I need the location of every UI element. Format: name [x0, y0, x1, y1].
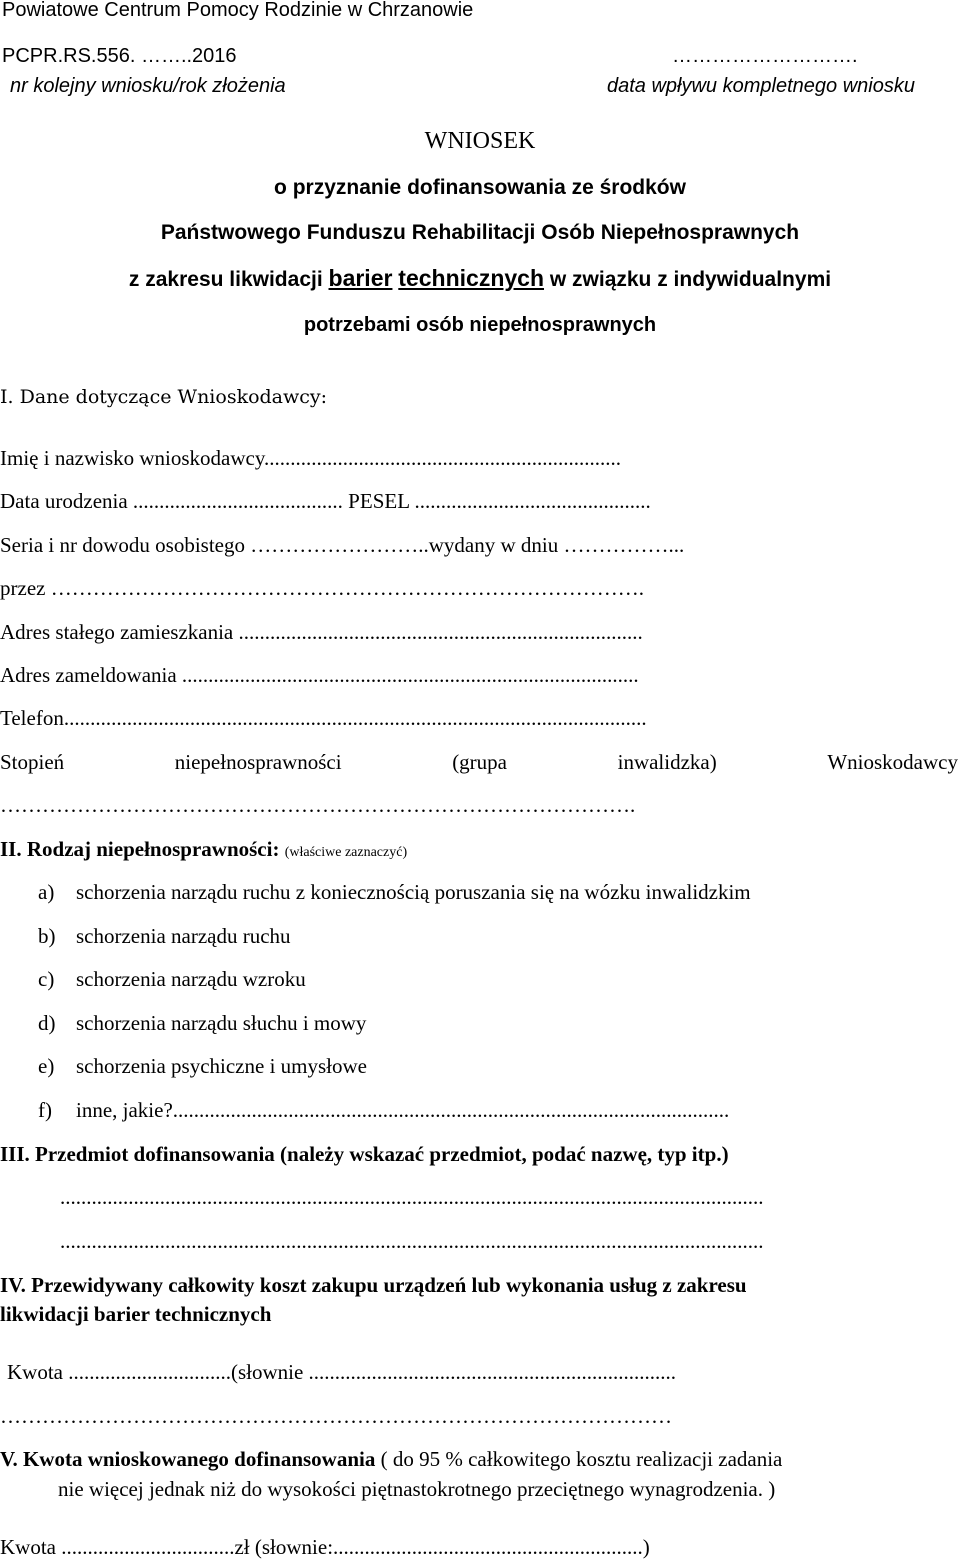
option-text: schorzenia narządu ruchu z koniecznością poruszania się na wózku inwalidzkim: [76, 880, 751, 904]
option-a[interactable]: [38, 880, 751, 905]
disability-word-1: Stopień: [0, 750, 65, 774]
option-f[interactable]: [38, 1098, 729, 1123]
section-1-heading: I. Dane dotyczące Wnioskodawcy:: [0, 386, 328, 408]
requested-amount-field: Kwota .................................zł (słownie:...........................................................): [0, 1535, 650, 1559]
institution-name: Powiatowe Centrum Pomocy Rodzinie w Chrzanowie: [2, 0, 474, 21]
receipt-date-caption: data wpływu kompletnego wniosku: [607, 75, 915, 97]
disability-word-3: (grupa: [452, 750, 507, 774]
option-d[interactable]: [38, 1011, 366, 1036]
title-highlight-barier: barier: [328, 265, 393, 291]
option-e[interactable]: [38, 1054, 367, 1079]
registered-address-field: Adres zameldowania .......................................................................................: [0, 663, 639, 687]
birth-date-pesel-field: Data urodzenia ........................................ PESEL .............................................: [0, 489, 651, 513]
option-c[interactable]: [38, 967, 306, 992]
option-text: inne, jakie?..........................................................................................................: [76, 1098, 730, 1122]
total-cost-field: Kwota ...............................(słownie ......................................................................: [7, 1360, 677, 1384]
section-5-note: ( do 95 % całkowitego kosztu realizacji zadania: [375, 1447, 783, 1471]
option-letter: b): [38, 924, 56, 948]
section-5-heading: [0, 1447, 782, 1472]
section-2-title: II. Rodzaj niepełnosprawności:: [0, 837, 280, 861]
receipt-date-field: ……………………….: [672, 45, 858, 67]
section-2-heading: [0, 837, 407, 862]
subject-line-1: ......................................................................................................................................: [60, 1185, 764, 1209]
disability-word-4: inwalidzka): [617, 750, 717, 774]
option-text: schorzenia narządu słuchu i mowy: [76, 1011, 367, 1035]
section-4-heading-1: IV. Przewidywany całkowity koszt zakupu urządzeń lub wykonania usług z zakresu: [0, 1273, 747, 1297]
total-cost-words-field: ……………………………………………………………………………………: [0, 1404, 672, 1428]
disability-word-2: niepełnosprawności: [174, 750, 342, 774]
reference-number: PCPR.RS.556. ……..2016: [2, 45, 237, 67]
option-letter: d): [38, 1011, 56, 1035]
option-letter: c): [38, 967, 55, 991]
disability-degree-label: [0, 750, 958, 775]
permanent-address-field: Adres stałego zamieszkania .............................................................................: [0, 620, 643, 644]
option-text: schorzenia psychiczne i umysłowe: [76, 1054, 367, 1078]
title-line-3-prefix: z zakresu likwidacji: [128, 268, 323, 291]
applicant-name-field: Imię i nazwisko wnioskodawcy....................................................................: [0, 446, 621, 470]
title-line-3-suffix: w związku z indywidualnymi: [549, 268, 832, 291]
id-card-field: Seria i nr dowodu osobistego ……………………..wydany w dniu ……………...: [0, 533, 685, 557]
disability-degree-field: ……………………………………………………………………………….: [0, 793, 636, 817]
title-line-1: o przyznanie dofinansowania ze środków: [274, 176, 686, 199]
title-line-2: Państwowego Funduszu Rehabilitacji Osób Niepełnosprawnych: [160, 221, 800, 244]
option-letter: e): [38, 1054, 55, 1078]
option-text: schorzenia narządu ruchu: [76, 924, 291, 948]
section-4-heading-2: likwidacji barier technicznych: [0, 1302, 272, 1326]
option-b[interactable]: [38, 924, 291, 949]
section-2-note: (właściwe zaznaczyć): [284, 845, 408, 860]
form-title: WNIOSEK: [424, 128, 536, 154]
section-3-heading: III. Przedmiot dofinansowania (należy wskazać przedmiot, podać nazwę, typ itp.): [0, 1142, 729, 1166]
disability-word-5: Wnioskodawcy: [827, 750, 958, 774]
reference-caption: nr kolejny wniosku/rok złożenia: [10, 75, 286, 97]
option-text: schorzenia narządu wzroku: [76, 967, 306, 991]
title-highlight-technicznych: technicznych: [398, 265, 545, 291]
subject-line-2: ......................................................................................................................................: [60, 1229, 764, 1253]
id-issuer-field: przez ………………………………………………………………………….: [0, 576, 644, 600]
option-letter: f): [38, 1098, 52, 1122]
title-line-4: potrzebami osób niepełnosprawnych: [303, 314, 657, 336]
option-letter: a): [38, 880, 55, 904]
section-5-title: V. Kwota wnioskowanego dofinansowania: [0, 1447, 376, 1471]
title-line-3: [0, 265, 960, 292]
section-5-note-line-2: nie więcej jednak niż do wysokości piętnastokrotnego przeciętnego wynagrodzenia. ): [58, 1477, 776, 1501]
phone-field: Telefon...............................................................................................................: [0, 706, 647, 730]
